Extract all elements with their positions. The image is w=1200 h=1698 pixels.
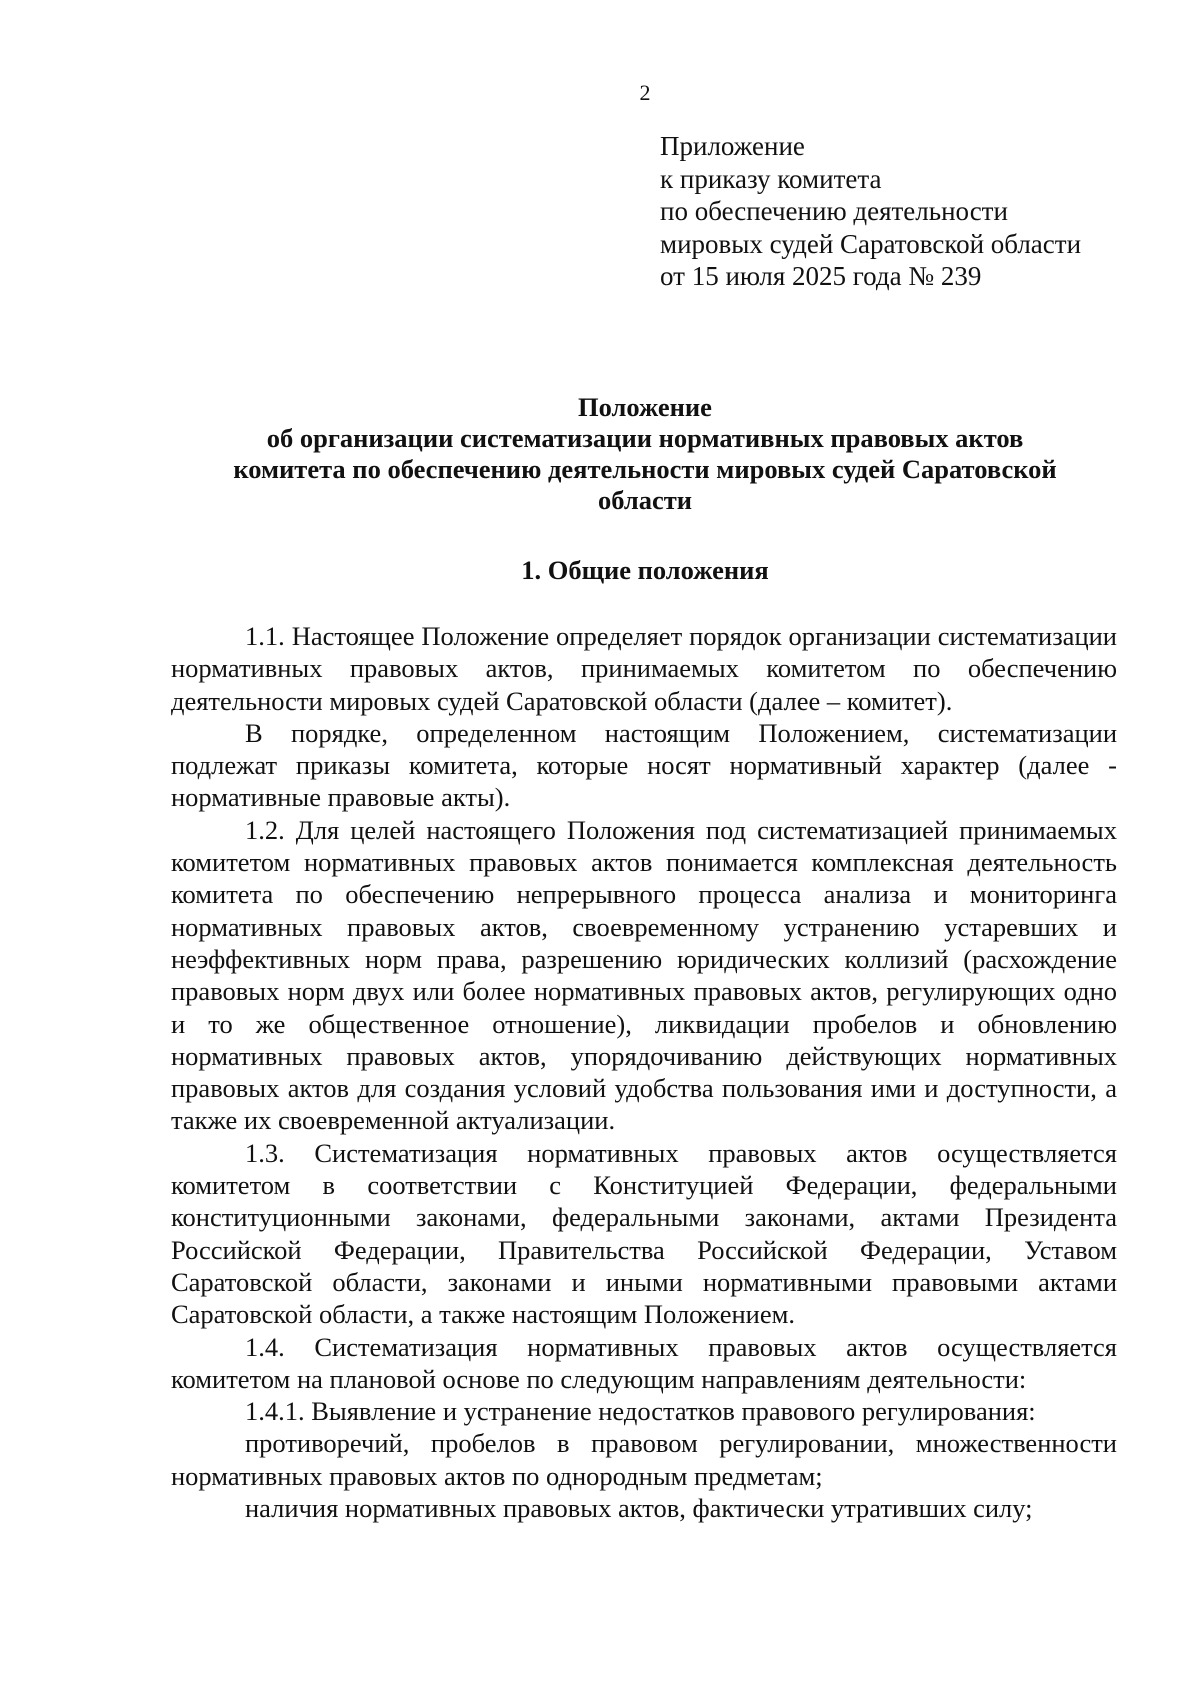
appendix-line: от 15 июля 2025 года № 239 bbox=[660, 261, 982, 291]
appendix-line: по обеспечению деятельности bbox=[660, 196, 1008, 226]
page-number: 2 bbox=[639, 80, 651, 105]
paragraph: 1.2. Для целей настоящего Положения под систематизацией принимаемых комитетом нормативных правовых актов понимается комплексная деятельность комитета по обеспечению непрерывного процесса анализа и мониторинга нормативных правовых актов, своевременному устранению устаревших и неэффективных норм права, разрешению юридических коллизий (расхождение правовых норм двух или более нормативных правовых актов, регулирующих одно и то же общественное отношение), ликвидации пробелов и обновлению нормативных правовых актов, упорядочиванию действующих нормативных правовых актов для создания условий удобства пользования ими и доступности, а также их своевременной актуализации. bbox=[171, 814, 1117, 1136]
title-line: комитета по обеспечению деятельности мировых судей Саратовской bbox=[233, 454, 1057, 484]
paragraph: 1.3. Систематизация нормативных правовых актов осуществляется комитетом в соответствии с Конституцией Федерации, федеральными конституционными законами, федеральными законами, актами Президента Российской Федерации, Правительства Российской Федерации, Уставом Саратовской области, законами и иными нормативными правовыми актами Саратовской области, а также настоящим Положением. bbox=[171, 1137, 1117, 1330]
title-line: об организации систематизации нормативных правовых актов bbox=[266, 423, 1024, 453]
paragraph: 1.4. Систематизация нормативных правовых актов осуществляется комитетом на плановой основе по следующим направлениям деятельности: bbox=[171, 1331, 1117, 1394]
document-title bbox=[180, 392, 1110, 516]
paragraph: 1.4.1. Выявление и устранение недостатков правового регулирования: bbox=[245, 1396, 1036, 1427]
section-heading: 1. Общие положения bbox=[521, 555, 769, 585]
document-body bbox=[171, 620, 1117, 1524]
appendix-line: Приложение bbox=[660, 131, 805, 161]
paragraph: наличия нормативных правовых актов, фактически утративших силу; bbox=[245, 1493, 1033, 1524]
appendix-block bbox=[660, 130, 1081, 293]
appendix-line: мировых судей Саратовской области bbox=[660, 228, 1082, 259]
appendix-line: к приказу комитета bbox=[660, 163, 882, 194]
paragraph: противоречий, пробелов в правовом регулировании, множественности нормативных правовых актов по однородным предметам; bbox=[171, 1428, 1117, 1491]
paragraph: В порядке, определенном настоящим Положением, систематизации подлежат приказы комитета, которые носят нормативный характер (далее - нормативные правовые акты). bbox=[171, 717, 1117, 813]
paragraph: 1.1. Настоящее Положение определяет порядок организации систематизации нормативных правовых актов, принимаемых комитетом по обеспечению деятельности мировых судей Саратовской области (далее – комитет). bbox=[171, 621, 1117, 716]
title-line: Положение bbox=[578, 392, 712, 422]
title-line: области bbox=[597, 485, 692, 515]
